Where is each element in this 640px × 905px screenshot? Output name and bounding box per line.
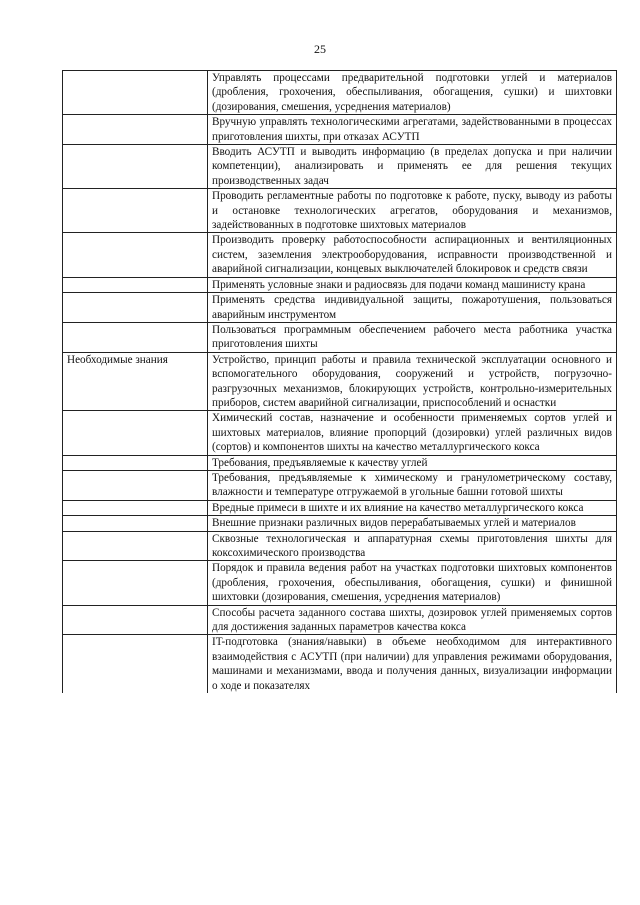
table-cell-label — [63, 322, 208, 352]
table-row — [63, 277, 617, 292]
table-row — [63, 115, 617, 145]
table-cell-text: Сквозные технологическая и аппаратурная схемы приготовления шихты для коксохимического производства — [208, 531, 617, 561]
table-row — [63, 470, 617, 500]
table-cell-label — [63, 411, 208, 455]
table-cell-label — [63, 145, 208, 189]
table-row — [63, 605, 617, 635]
table-cell-label — [63, 516, 208, 531]
table-cell-text: Вручную управлять технологическими агрегатами, задействованными в процессах приготовления шихты, при отказах АСУТП — [208, 115, 617, 145]
page-number: 25 — [314, 42, 326, 56]
table-cell-label — [63, 293, 208, 323]
table-cell-label: Необходимые знания — [63, 352, 208, 411]
table-row — [63, 500, 617, 515]
table-cell-label — [63, 500, 208, 515]
table-cell-text: Требования, предъявляемые к химическому и гранулометрическому составу, влажности и температуре отгружаемой в угольные башни готовой шихты — [208, 470, 617, 500]
table-cell-text: Проводить регламентные работы по подготовке к работе, пуску, выводу из работы и остановке технологических агрегатов, оборудования и механизмов, задействованных в подготовке шихтовых материалов — [208, 189, 617, 233]
table-cell-text: IT-подготовка (знания/навыки) в объеме необходимом для интерактивного взаимодействия с АСУТП (при наличии) для управления режимами оборудования, машинами и механизмами, ввода и получения данных, визуализации информации о ходе и показателях — [208, 635, 617, 693]
table-row — [63, 293, 617, 323]
table-row — [63, 516, 617, 531]
table-cell-text: Применять условные знаки и радиосвязь для подачи команд машинисту крана — [208, 277, 617, 292]
table-row — [63, 189, 617, 233]
table-row — [63, 561, 617, 605]
table-cell-label — [63, 455, 208, 470]
table-cell-label — [63, 233, 208, 277]
table-row — [63, 322, 617, 352]
table-cell-label — [63, 115, 208, 145]
table-cell-text: Устройство, принцип работы и правила технической эксплуатации основного и вспомогательного оборудования, сооружений и устройств, погрузочно-разгрузочных механизмов, блокирующих устройств, контрольно-измерительных приборов, систем аварийной сигнализации, приспособлений и оснастки — [208, 352, 617, 411]
table-cell-text: Способы расчета заданного состава шихты, дозировок углей применяемых сортов для достижения заданных параметров качества кокса — [208, 605, 617, 635]
table-cell-label — [63, 470, 208, 500]
table-cell-text: Порядок и правила ведения работ на участках подготовки шихтовых компонентов (дробления, грохочения, обеспыливания, обогащения, сушки) и финишной шихтовки (дозирования, смешения, усреднения материалов) — [208, 561, 617, 605]
table-cell-text: Пользоваться программным обеспечением рабочего места работника участка приготовления шихты — [208, 322, 617, 352]
table-cell-text: Производить проверку работоспособности аспирационных и вентиляционных систем, заземления электрооборудования, исправности производственной и аварийной сигнализации, концевых выключателей блокировок и средств связи — [208, 233, 617, 277]
table-row — [63, 531, 617, 561]
table-cell-text: Вредные примеси в шихте и их влияние на качество металлургического кокса — [208, 500, 617, 515]
table-row — [63, 71, 617, 115]
table-row — [63, 455, 617, 470]
competency-table — [62, 70, 617, 693]
table-cell-label — [63, 635, 208, 693]
table-cell-label — [63, 277, 208, 292]
table-row — [63, 635, 617, 693]
table-cell-label — [63, 605, 208, 635]
table-cell-label — [63, 561, 208, 605]
table-cell-text: Управлять процессами предварительной подготовки углей и материалов (дробления, грохочения, обеспыливания, обогащения, сушки) и шихтовки (дозирования, смешения, усреднения материалов) — [208, 71, 617, 115]
table-cell-text: Требования, предъявляемые к качеству углей — [208, 455, 617, 470]
table-cell-text: Внешние признаки различных видов перерабатываемых углей и материалов — [208, 516, 617, 531]
table-cell-label — [63, 189, 208, 233]
table-row — [63, 411, 617, 455]
table-cell-label — [63, 71, 208, 115]
table-cell-text: Химический состав, назначение и особенности применяемых сортов углей и шихтовых материалов, влияние пропорций (дозировки) углей различных видов (сортов) и компонентов шихты на качество металлургического кокса — [208, 411, 617, 455]
table-row — [63, 233, 617, 277]
table-cell-label — [63, 531, 208, 561]
table-cell-text: Применять средства индивидуальной защиты, пожаротушения, пользоваться аварийным инструментом — [208, 293, 617, 323]
table-row — [63, 352, 617, 411]
table-cell-text: Вводить АСУТП и выводить информацию (в пределах допуска и при наличии компетенции), анализировать и применять ее для решения текущих производственных задач — [208, 145, 617, 189]
table-row — [63, 145, 617, 189]
